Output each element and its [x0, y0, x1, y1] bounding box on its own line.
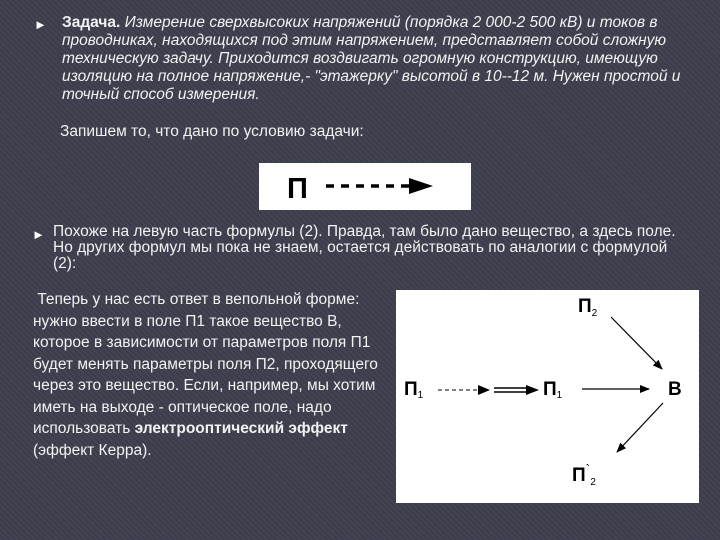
arrow-p2-to-b-icon [611, 317, 662, 369]
answer-paragraph [33, 289, 383, 461]
given-text: Запишем то, что дано по условию задачи: [60, 123, 364, 140]
dashed-arrow-icon [326, 178, 433, 194]
formula-box [259, 163, 471, 210]
answer-text-end: (эффект Керра). [33, 441, 152, 459]
field-p1-label: П1 [543, 379, 563, 401]
field-p2-output-label: $П^`_2$ [572, 461, 596, 488]
double-arrow-icon [494, 385, 539, 395]
task-paragraph [62, 14, 702, 104]
substance-b-label: В [668, 379, 682, 400]
bullet-icon: ► [34, 17, 47, 32]
answer-bold-term: электрооптический эффект [134, 420, 348, 437]
field-p1-input-label: П1 [404, 379, 424, 401]
answer-text: Теперь у нас есть ответ в вепольной форме: нужно ввести в поле П1 такое вещество В, которое в зависимости от параметров поля П1 будет менять параметры поля П2, проходящего через это вещество. Если, например, мы хотим иметь на выходе - оптическое поле, надо использовать [33, 291, 378, 437]
similar-paragraph: Похоже на левую часть формулы (2). Правда, там было дано вещество, а здесь поле. Но других формул мы пока не знаем, остается действовать по аналогии с формулой (2): [53, 223, 676, 272]
arrow-b-to-p2-icon [617, 403, 663, 452]
task-lead: Задача. [62, 14, 121, 31]
field-p2-label: $П_2$ [578, 296, 598, 319]
dashed-arrow-icon [438, 385, 490, 395]
bullet-icon: ► [32, 227, 45, 242]
su-field-diagram [396, 290, 699, 503]
task-text: Измерение сверхвысоких напряжений (порядка 2 000-2 500 кВ) и токов в проводниках, находящихся под этим напряжением, представляет собой сложную техническую задачу. Приходится воздвигать огромную конструкцию, имеющую изоляцию на полное напряжение,- "этажерку" высотой в 10--12 м. Нужен простой и точный способ измерения. [62, 14, 681, 103]
field-symbol-p: П [287, 173, 308, 205]
